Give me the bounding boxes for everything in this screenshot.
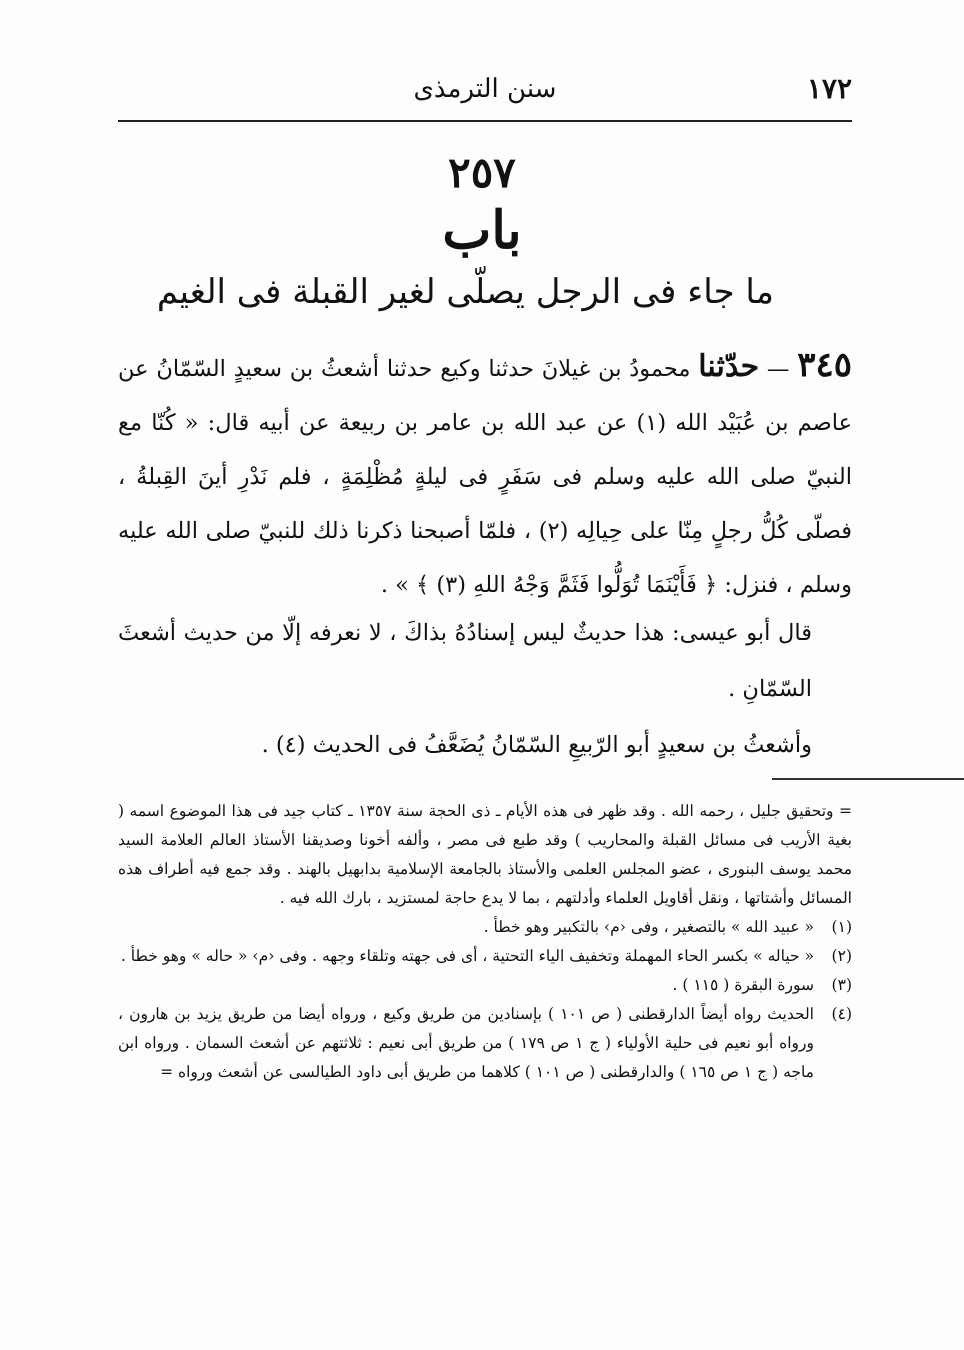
- footnote-text: سورة البقرة ( ١١٥ ) .: [672, 976, 814, 994]
- hadith-number: ٣٤٥: [797, 345, 853, 385]
- footnote-text: « حياله » بكسر الحاء المهملة وتخفيف الياء التحتية ، أى فى جهته وتلقاء وجهه . وفى ‹م› « حاله » وهو خطأ .: [120, 947, 814, 965]
- page-number: ١٧٢: [806, 72, 852, 105]
- footnote-marker: (٤): [831, 1005, 852, 1023]
- hadith-text: [118, 338, 852, 612]
- footnote-text: « عبيد الله » بالتصغير ، وفى ‹م› بالتكبير وهو خطأ .: [483, 918, 814, 936]
- footnote-marker: (١): [831, 918, 852, 936]
- commentary: [118, 605, 852, 773]
- commentary-paragraph: وأشعثُ بن سعيدٍ أبو الرّبيعِ السّمّانُ يُضَعَّفُ فى الحديث (٤) .: [261, 732, 812, 758]
- footnote-item: [118, 942, 852, 971]
- commentary-paragraph: قال أبو عيسى: هذا حديثٌ ليس إسنادُهُ بذاكَ ، لا نعرفه إلّا من حديث أشعثَ السّمّانِ .: [118, 620, 812, 702]
- chapter-subtitle: ما جاء فى الرجل يصلّى لغير القبلة فى الغيم: [156, 272, 774, 312]
- footnote-marker: (٢): [831, 947, 852, 965]
- footnote-divider: [772, 778, 964, 780]
- chapter-number: ٢٥٧: [448, 148, 516, 197]
- footnote-marker: (٣): [831, 976, 852, 994]
- page-header: [118, 72, 852, 112]
- hadith-body: محمودُ بن غيلانَ حدثنا وكيع حدثنا أشعثُ بن سعيدٍ السّمّانُ عن عاصم بن عُبَيْد الله (١) عن عبد الله بن عامر بن ربيعة عن أبيه قال: « كُنّا مع النبيّ صلى الله عليه وسلم فى سَفَرٍ فى ليلةٍ مُظْلِمَةٍ ، فلم نَدْرِ أينَ القِبلةُ ، فصلّى كُلُّ رجلٍ مِنّا على حِيالِه (٢) ، فلمّا أصبحنا ذكرنا ذلك للنبيّ صلى الله عليه وسلم ، فنزل: ﴿ فَأَيْنَمَا تُوَلُّوا فَثَمَّ وَجْهُ اللهِ (٣) ﴾ » .: [118, 356, 852, 598]
- hadith-dash: —: [766, 356, 790, 382]
- footnote-item: [118, 971, 852, 1000]
- footnote-continuation: = وتحقيق جليل ، رحمه الله . وقد ظهر فى هذه الأيام ـ ذى الحجة سنة ١٣٥٧ ـ كتاب جيد فى هذا الموضوع اسمه ( بغية الأريب فى مسائل القبلة والمحاريب ) وقد طبع فى مصر ، وألفه أخونا وصديقنا الأستاذ العالم العلامة السيد محمد يوسف البنورى ، عضو المجلس العلمى والأستاذ بالجامعة الإسلامية بدابهيل بالهند . وقد جمع فيه أطراف هذه المسائل وأشتاتها ، ونقل أقاويل العلماء وأدلتهم ، بما لا يدع حاجة لمستزيد ، بارك الله فيه .: [118, 802, 852, 907]
- footnote-text: الحديث رواه أيضاً الدارقطنى ( ص ١٠١ ) بإسنادين من طريق وكيع ، ورواه أيضا من طريق يزيد بن هارون ، ورواه أبو نعيم فى حلية الأولياء ( ج ١ ص ١٧٩ ) من طريق أبى نعيم : ثلاثتهم عن أشعث السمان . ورواه ابن ماجه ( ج ١ ص ١٦٥ ) والدارقطنى ( ص ١٠١ ) كلاهما من طريق أبى داود الطيالسى عن أشعث ورواه =: [118, 1005, 814, 1081]
- footnote-item: [118, 913, 852, 942]
- footnotes: [118, 797, 852, 1087]
- header-divider: [118, 120, 852, 122]
- haddathana-word: حدّثنا: [698, 349, 760, 384]
- book-title: سنن الترمذى: [413, 74, 557, 104]
- chapter-heading: باب: [442, 200, 522, 261]
- footnote-item: [118, 1000, 852, 1087]
